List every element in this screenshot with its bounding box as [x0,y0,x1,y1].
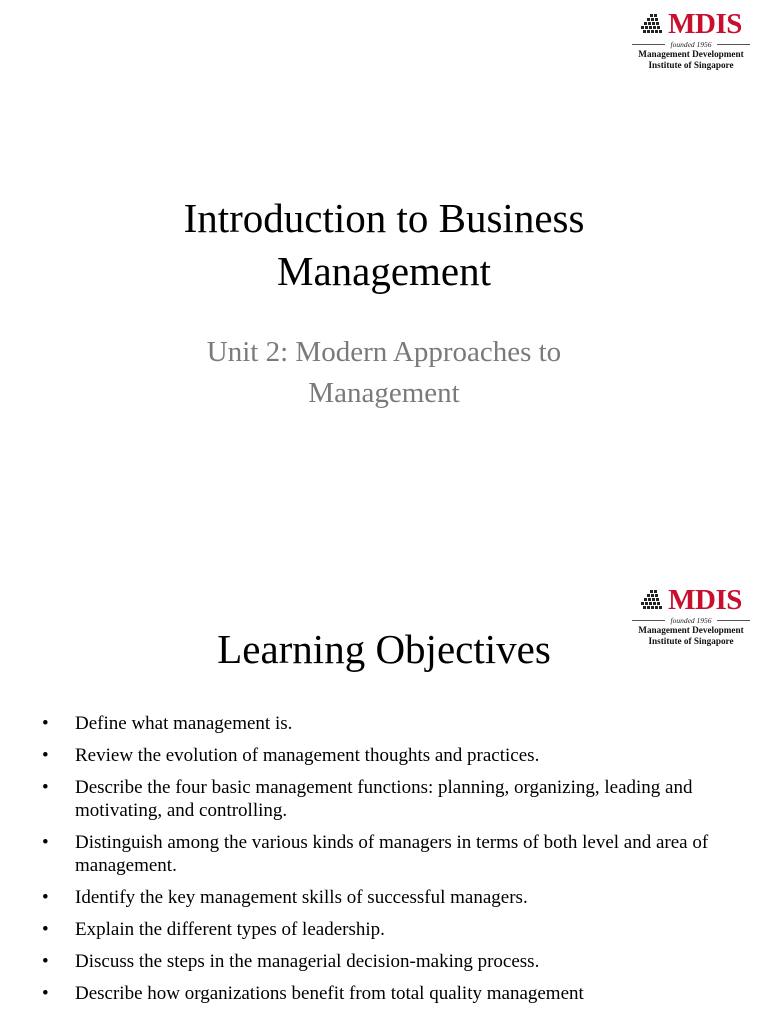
bullet: • [42,951,49,972]
slide-title-line1: Introduction to Business [183,195,585,241]
list-item [42,950,732,973]
objectives-list [42,712,732,1014]
bullet: • [42,832,49,853]
bullet: • [42,777,49,798]
logo-rule-left [632,44,665,45]
logo-founded-text: founded 1956 [670,39,712,49]
bullet: • [42,887,49,908]
list-item-text: Explain the different types of leadership. [75,919,385,940]
logo-rule-right [717,620,750,621]
logo-top [632,586,750,614]
logo-name-line1: Management Development [638,49,744,59]
logo-wordmark: MDIS [668,8,742,40]
list-item [42,886,732,909]
slide-heading: Learning Objectives [217,626,551,672]
list-item-text: Describe the four basic management functions: planning, organizing, leading and motivating, and controlling. [75,777,693,821]
slide-title [0,192,768,298]
list-item-text: Describe how organizations benefit from total quality management [75,983,584,1004]
list-item-text: Discuss the steps in the managerial decision-making process. [75,951,540,972]
slide-subtitle-line1: Unit 2: Modern Approaches to [206,336,562,368]
bullet: • [42,745,49,766]
mdis-emblem-icon [640,13,666,35]
mdis-logo [632,10,750,71]
list-item [42,776,732,822]
objectives-slide [0,560,768,1024]
logo-name-line2: Institute of Singapore [648,60,734,70]
mdis-emblem-icon [640,589,666,611]
slide-subtitle [0,332,768,414]
slide-title-line2: Management [276,248,492,294]
list-item [42,982,732,1005]
logo-wordmark: MDIS [668,584,742,616]
list-item [42,831,732,877]
list-item-text: Define what management is. [75,713,293,734]
logo-rule-left [632,620,665,621]
logo-name-line2: Institute of Singapore [648,636,734,646]
logo-top [632,10,750,38]
logo-rule-right [717,44,750,45]
list-item-text: Identify the key management skills of successful managers. [75,887,528,908]
bullet: • [42,919,49,940]
bullet: • [42,983,49,1004]
list-item [42,712,732,735]
logo-name-line1: Management Development [638,625,744,635]
slide-subtitle-line2: Management [308,377,460,409]
list-item-text: Distinguish among the various kinds of managers in terms of both level and area of management. [75,832,709,876]
logo-founded-line [632,39,750,49]
logo-founded-text: founded 1956 [670,615,712,625]
list-item-text: Review the evolution of management thoughts and practices. [75,745,540,766]
list-item [42,744,732,767]
list-item [42,918,732,941]
bullet: • [42,713,49,734]
